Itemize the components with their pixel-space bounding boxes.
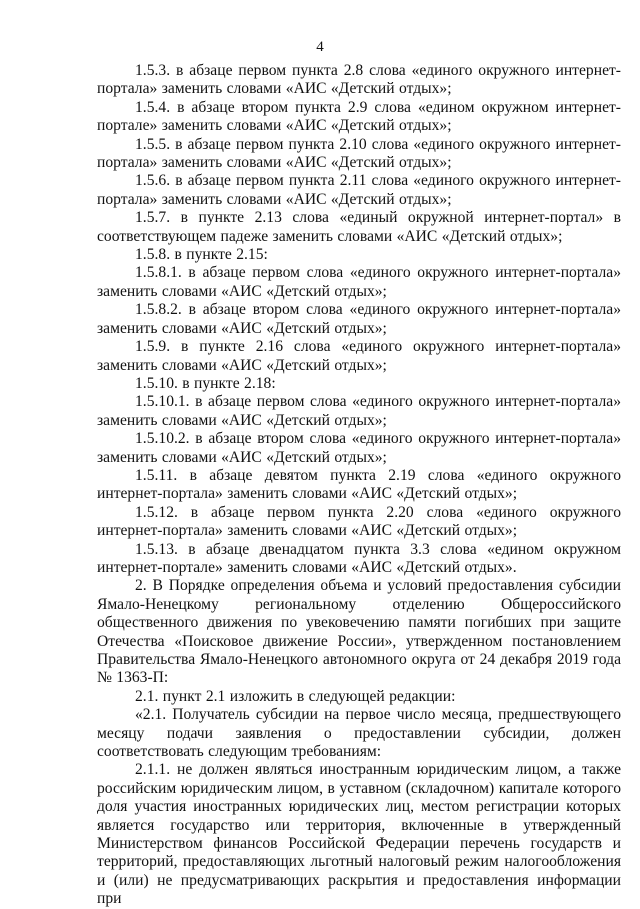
paragraph-1-5-3: 1.5.3. в абзаце первом пункта 2.8 слова «единого окружного интернет-портала» заменить словами «АИС «Детский отдых»; xyxy=(97,62,621,98)
paragraph-1-5-8-1: 1.5.8.1. в абзаце первом слова «единого окружного интернет-портала» заменить словами «АИС «Детский отдых»; xyxy=(97,264,621,300)
page-number: 4 xyxy=(316,39,324,55)
paragraph-1-5-10-2: 1.5.10.2. в абзаце втором слова «единого окружного интернет-портала» заменить словами «АИС «Детский отдых»; xyxy=(97,430,621,466)
paragraph-1-5-5: 1.5.5. в абзаце первом пункта 2.10 слова «единого окружного интернет-портала» заменить словами «АИС «Детский отдых»; xyxy=(97,135,621,172)
paragraph-2-1-1: 2.1.1. не должен являться иностранным юридическим лицом, а также российским юридическим лицом, в уставном (складочном) капитале которого доля участия иностранных юридических лиц, местом регистрации которых является государство или территория, включенные в утвержденный Министерством финансов Российской Федерации перечень государств и территорий, предоставляющих льготный налоговый режим налогообложения и (или) не предусматривающих раскрытия и предоставления информации при xyxy=(97,761,621,908)
paragraph-1-5-6: 1.5.6. в абзаце первом пункта 2.11 слова «единого окружного интернет-портала» заменить словами «АИС «Детский отдых»; xyxy=(97,172,621,208)
paragraph-1-5-8-2: 1.5.8.2. в абзаце втором слова «единого окружного интернет-портала» заменить словами «АИС «Детский отдых»; xyxy=(97,301,621,337)
paragraph-1-5-8: 1.5.8. в пункте 2.15: xyxy=(135,246,268,264)
paragraph-1-5-10: 1.5.10. в пункте 2.18: xyxy=(135,374,276,392)
paragraph-2-1: 2.1. пункт 2.1 изложить в следующей редакции: xyxy=(135,687,456,705)
paragraph-1-5-11: 1.5.11. в абзаце девятом пункта 2.19 слова «единого окружного интернет-портала» заменить словами «АИС «Детский отдых»; xyxy=(97,466,621,503)
paragraph-2: 2. В Порядке определения объема и условий предоставления субсидии Ямало-Ненецкому региональному отделению Общероссийского общественного движения по увековечению памяти погибших при защите Отечества «Поисковое движение России», утвержденном постановлением Правительства Ямало-Ненецкого автономного округа от 24 декабря 2019 года № 1363-П: xyxy=(97,577,621,687)
paragraph-1-5-4: 1.5.4. в абзаце втором пункта 2.9 слова «едином окружном интернет-портале» заменить словами «АИС «Детский отдых»; xyxy=(97,98,621,135)
paragraph-2-1-quote: «2.1. Получатель субсидии на первое число месяца, предшествующего месяцу подачи заявления о предоставлении субсидии, должен соответствовать следующим требованиям: xyxy=(97,706,621,761)
paragraph-1-5-10-1: 1.5.10.1. в абзаце первом слова «единого окружного интернет-портала» заменить словами «АИС «Детский отдых»; xyxy=(97,393,621,429)
paragraph-1-5-12: 1.5.12. в абзаце первом пункта 2.20 слова «единого окружного интернет-портала» заменить словами «АИС «Детский отдых»; xyxy=(97,503,621,540)
paragraph-1-5-9: 1.5.9. в пункте 2.16 слова «единого окружного интернет-портала» заменить словами «АИС «Детский отдых»; xyxy=(97,338,621,374)
paragraph-1-5-13: 1.5.13. в абзаце двенадцатом пункта 3.3 слова «едином окружном интернет-портале» заменить словами «АИС «Детский отдых». xyxy=(97,540,621,576)
document-body xyxy=(97,62,621,909)
paragraph-1-5-7: 1.5.7. в пункте 2.13 слова «единый окружной интернет-портал» в соответствующем падеже заменить словами «АИС «Детский отдых»; xyxy=(97,209,621,245)
